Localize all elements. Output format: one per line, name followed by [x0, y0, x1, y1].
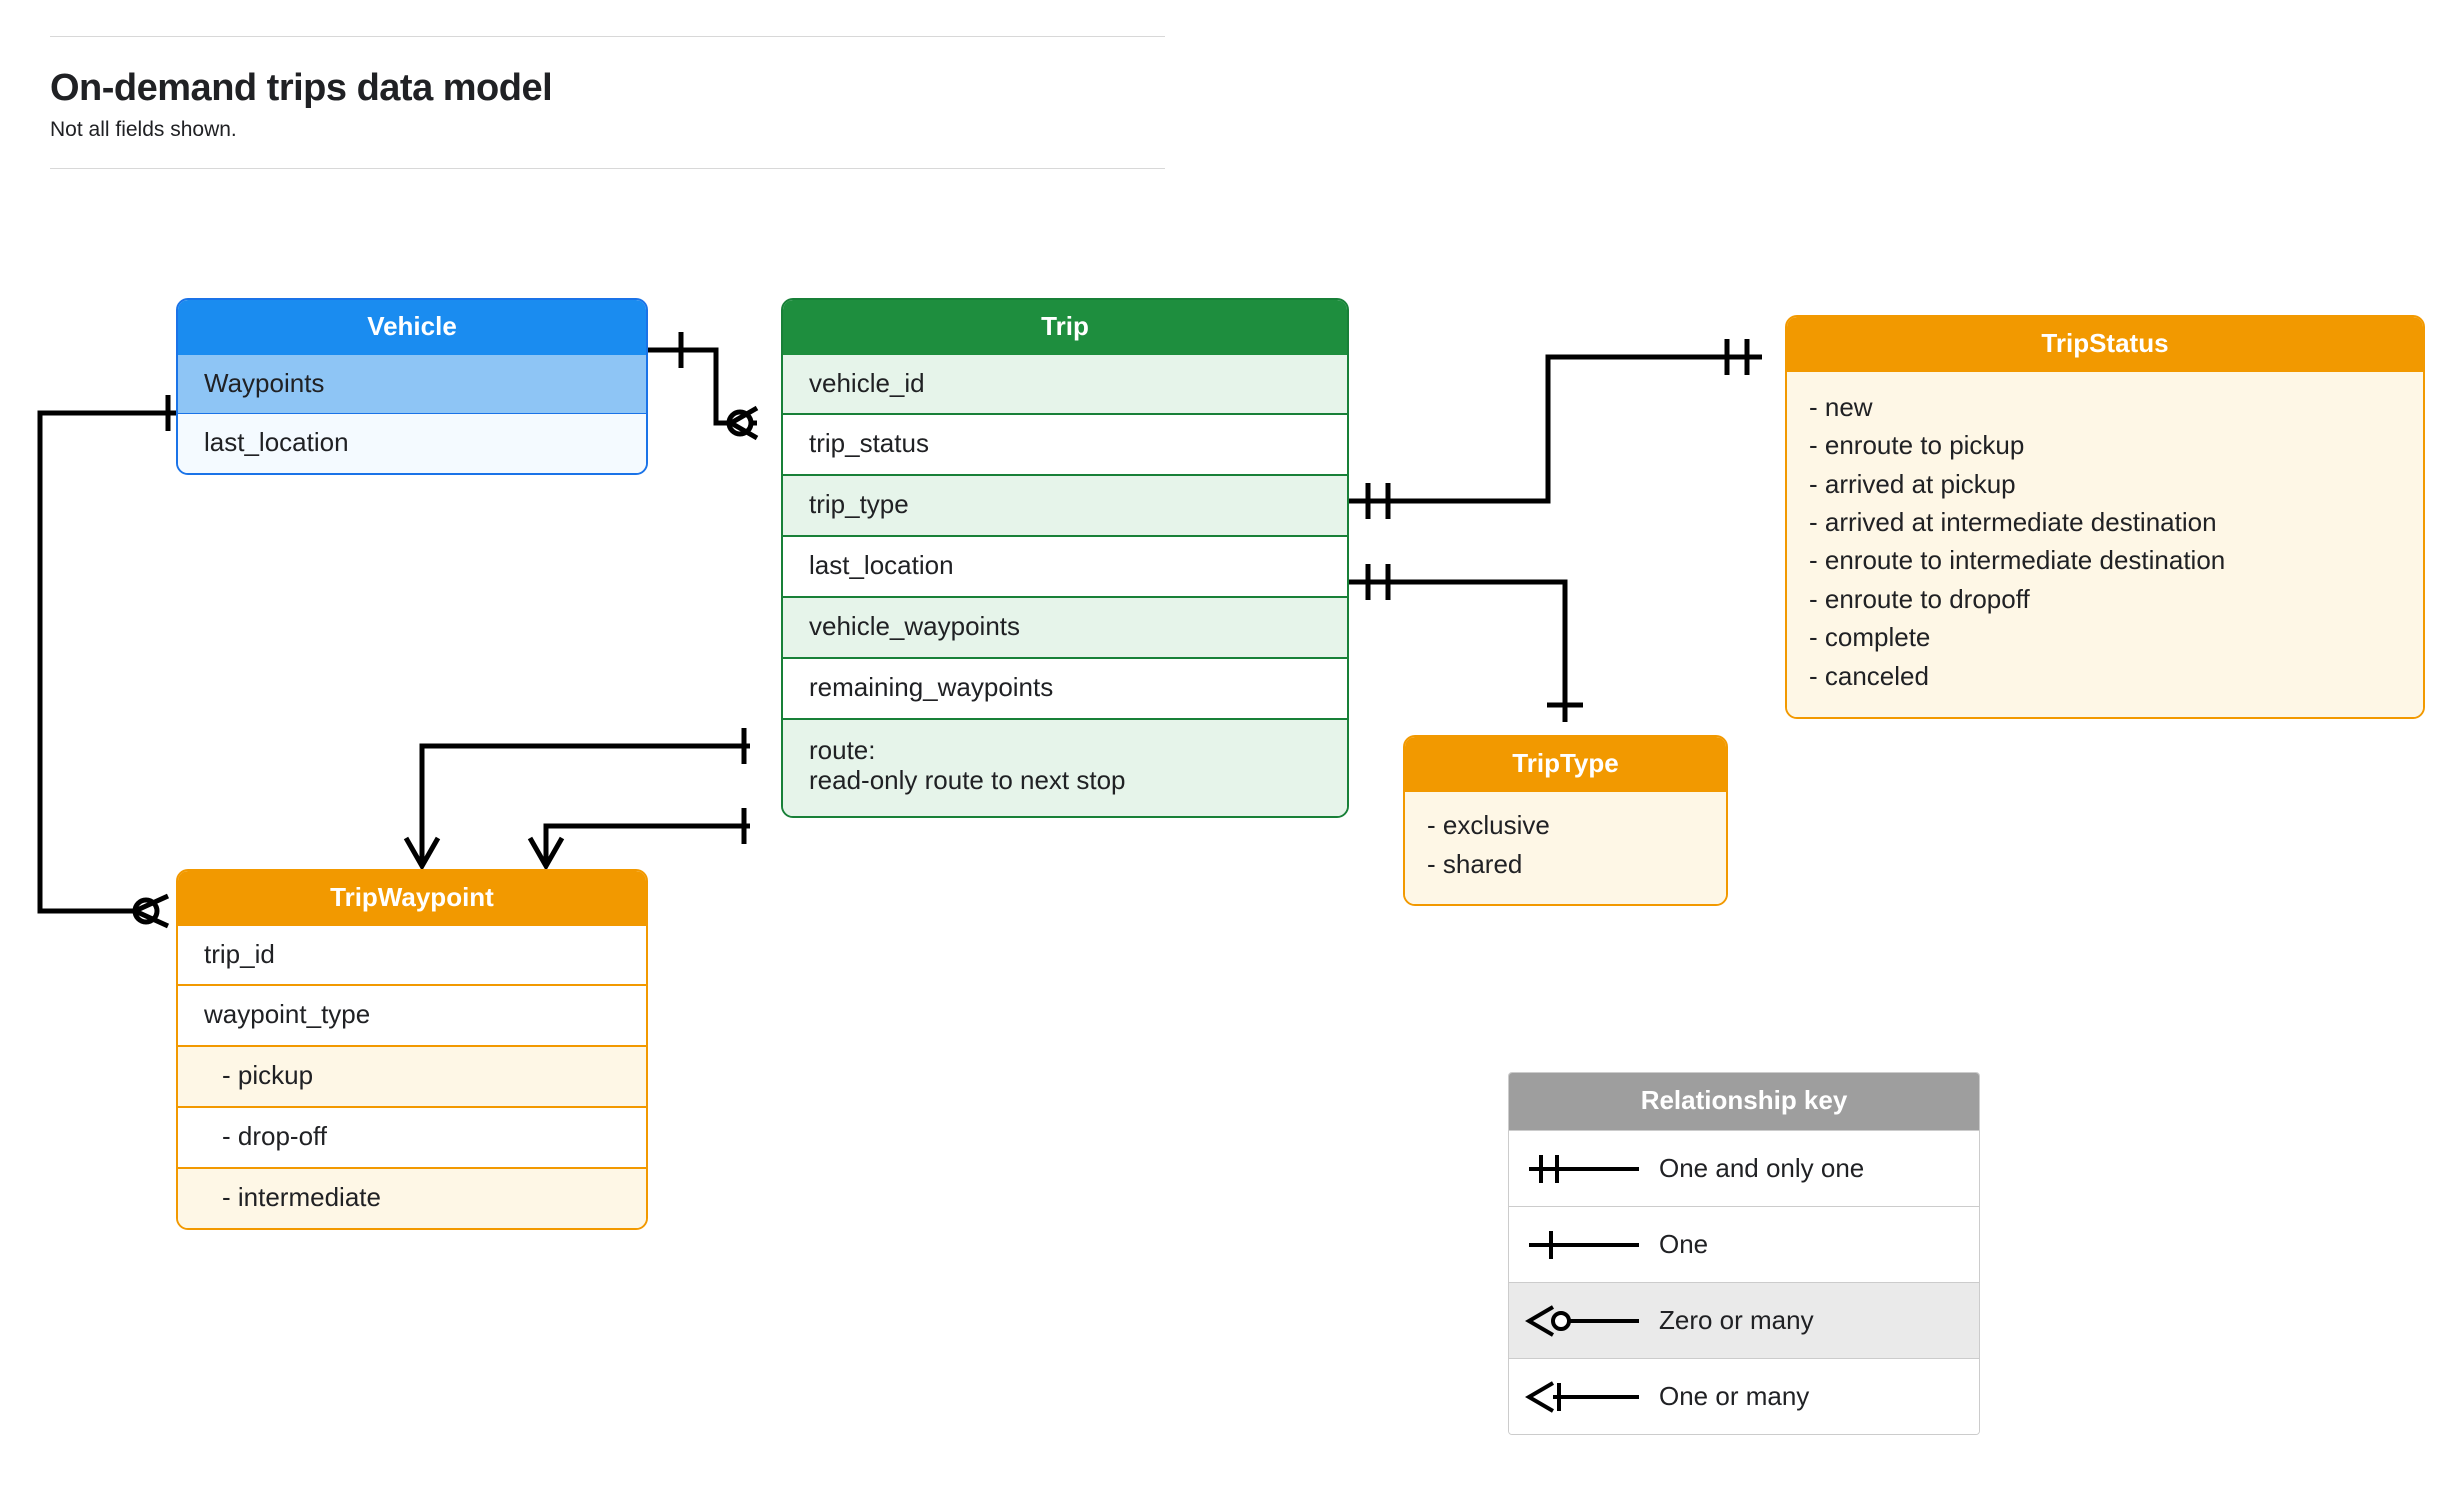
relationship-key-row [1509, 1130, 1979, 1206]
field-trip-route-note: read-only route to next stop [809, 764, 1126, 795]
waypoint-type-value-pickup: - pickup [178, 1047, 646, 1108]
trip-status-value: - arrived at intermediate destination [1809, 507, 2217, 537]
trip-status-value: - canceled [1809, 660, 1929, 691]
entity-trip-waypoint-title: TripWaypoint [178, 871, 646, 926]
field-trip-vehicle-id: vehicle_id [783, 355, 1347, 416]
waypoint-type-value-intermediate: - intermediate [178, 1169, 646, 1228]
trip-status-value: - enroute to dropoff [1809, 583, 2030, 614]
relationship-key-row [1509, 1358, 1979, 1434]
entity-trip-title: Trip [783, 300, 1347, 355]
field-tripwaypoint-waypoint-type: waypoint_type [178, 986, 646, 1047]
trip-status-value: - enroute to pickup [1809, 430, 2025, 461]
field-trip-route-label: route: [809, 734, 876, 765]
field-trip-last-location: last_location [783, 537, 1347, 598]
entity-vehicle[interactable] [176, 298, 648, 475]
one-or-many-icon [1509, 1377, 1659, 1417]
relationship-key-label: One or many [1659, 1381, 1810, 1411]
relationship-key-label: One [1659, 1229, 1709, 1259]
relationship-key-label: Zero or many [1659, 1305, 1814, 1335]
relationship-key [1508, 1072, 1980, 1435]
relationship-key-row [1509, 1282, 1979, 1358]
field-trip-remaining-waypoints: remaining_waypoints [783, 659, 1347, 720]
entity-trip[interactable] [781, 298, 1349, 818]
relationship-key-row [1509, 1206, 1979, 1282]
page-title: On-demand trips data model [50, 67, 553, 109]
relationship-key-label: One and only one [1659, 1153, 1865, 1183]
page-subtitle: Not all fields shown. [50, 118, 237, 141]
entity-trip-status-title: TripStatus [1787, 317, 2423, 372]
field-vehicle-waypoints: Waypoints [178, 355, 646, 415]
trip-type-value: - exclusive [1427, 809, 1550, 840]
one-and-only-one-icon [1509, 1149, 1659, 1189]
field-trip-trip-type: trip_type [783, 476, 1347, 537]
zero-or-many-icon [1509, 1301, 1659, 1341]
entity-trip-waypoint[interactable] [176, 869, 648, 1230]
field-tripwaypoint-trip-id: trip_id [178, 926, 646, 987]
trip-status-value: - enroute to intermediate destination [1809, 545, 2226, 576]
entity-vehicle-title: Vehicle [178, 300, 646, 355]
one-icon [1509, 1225, 1659, 1265]
entity-trip-type[interactable] [1403, 735, 1728, 906]
entity-trip-status[interactable] [1785, 315, 2425, 719]
field-vehicle-last-location: last_location [178, 414, 646, 473]
header-divider-top [50, 36, 1165, 37]
field-trip-route [783, 720, 1347, 816]
trip-status-value: - complete [1809, 622, 1931, 653]
field-trip-vehicle-waypoints: vehicle_waypoints [783, 598, 1347, 659]
entity-trip-status-values [1787, 372, 2423, 718]
relationship-key-title: Relationship key [1509, 1073, 1979, 1130]
trip-status-value: - arrived at pickup [1809, 468, 2016, 499]
trip-type-value: - shared [1427, 848, 1523, 879]
header-divider-bottom [50, 168, 1165, 169]
entity-trip-type-values [1405, 792, 1726, 904]
entity-trip-type-title: TripType [1405, 737, 1726, 792]
page-header [50, 36, 1165, 169]
trip-status-value: - new [1809, 391, 1873, 422]
waypoint-type-value-dropoff: - drop-off [178, 1108, 646, 1169]
field-trip-trip-status: trip_status [783, 415, 1347, 476]
